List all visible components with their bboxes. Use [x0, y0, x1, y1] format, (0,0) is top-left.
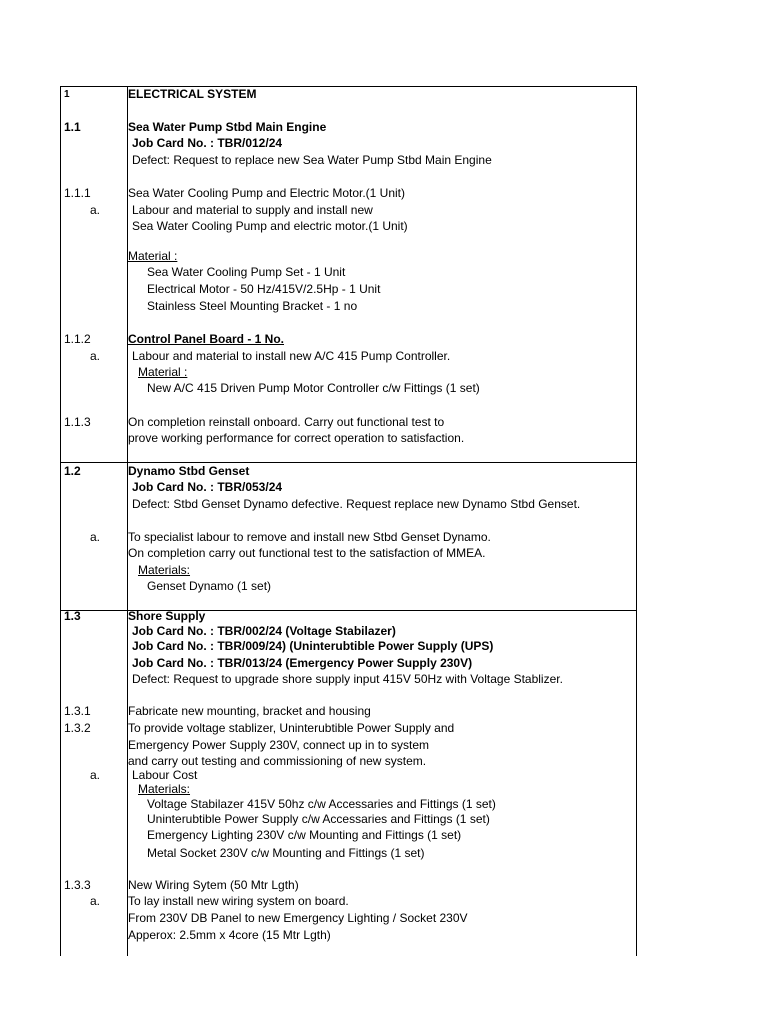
item-1-3-1-number: 1.3.1	[64, 704, 91, 718]
table-right-border	[636, 86, 637, 956]
item-1-3-number: 1.3	[64, 609, 81, 623]
table-column-divider	[127, 86, 128, 956]
item-1-1-2-title: Control Panel Board - 1 No.	[128, 332, 285, 346]
material-item: New A/C 415 Driven Pump Motor Controller c/w Fittings (1 set)	[147, 381, 480, 395]
item-1-1-3-line-2: prove working performance for correct operation to satisfaction.	[128, 431, 465, 445]
item-1-1-number: 1.1	[64, 120, 81, 134]
item-1-3-3-line-2: From 230V DB Panel to new Emergency Lighting / Socket 230V	[128, 911, 468, 925]
section-number: 1	[64, 89, 70, 100]
item-1-2-line-1: To specialist labour to remove and install new Stbd Genset Dynamo.	[128, 530, 491, 544]
material-item: Metal Socket 230V c/w Mounting and Fittings (1 set)	[147, 846, 425, 860]
item-1-3-3-number: 1.3.3	[64, 878, 91, 892]
item-1-1-1-number: 1.1.1	[64, 186, 91, 200]
item-1-2-job-card: Job Card No. : TBR/053/24	[132, 480, 283, 494]
material-item: Uninterubtible Power Supply c/w Accessaries and Fittings (1 set)	[147, 812, 490, 826]
item-1-1-2-letter: a.	[90, 349, 101, 363]
item-1-3-2-number: 1.3.2	[64, 721, 91, 735]
item-1-1-3-line-1: On completion reinstall onboard. Carry out functional test to	[128, 415, 445, 429]
item-1-2-title: Dynamo Stbd Genset	[128, 464, 250, 478]
item-1-1-2-material-label: Material :	[138, 365, 188, 379]
job-card-line: Job Card No. : TBR/009/24) (Uninterubtible Power Supply (UPS)	[132, 639, 494, 653]
item-1-2-line-2: On completion carry out functional test to the satisfaction of MMEA.	[128, 546, 486, 560]
item-1-3-2-line-1: To provide voltage stablizer, Uninterubtible Power Supply and	[128, 721, 455, 735]
item-1-2-materials-label: Materials:	[138, 563, 191, 577]
item-1-1-defect: Defect: Request to replace new Sea Water Pump Stbd Main Engine	[132, 153, 492, 167]
job-card-line: Job Card No. : TBR/002/24 (Voltage Stabilazer)	[132, 624, 396, 638]
item-1-1-1-line-2: Sea Water Cooling Pump and electric motor.(1 Unit)	[132, 219, 408, 233]
material-item: Stainless Steel Mounting Bracket - 1 no	[147, 299, 358, 313]
item-1-3-3-title: New Wiring Sytem (50 Mtr Lgth)	[128, 878, 299, 892]
item-1-3-2-letter: a.	[90, 768, 101, 782]
item-1-1-1-material-label: Material :	[128, 249, 178, 263]
item-1-1-1-title: Sea Water Cooling Pump and Electric Motor.(1 Unit)	[128, 186, 406, 200]
item-1-2-letter: a.	[90, 530, 101, 544]
item-1-3-2-materials-label: Materials:	[138, 782, 191, 796]
item-1-1-job-card: Job Card No. : TBR/012/24	[132, 136, 283, 150]
item-1-1-3-number: 1.1.3	[64, 415, 91, 429]
section-title: ELECTRICAL SYSTEM	[128, 87, 257, 101]
item-1-3-2-line-3: and carry out testing and commissioning of new system.	[128, 754, 427, 768]
material-item: Emergency Lighting 230V c/w Mounting and Fittings (1 set)	[147, 828, 462, 842]
item-1-2-defect: Defect: Stbd Genset Dynamo defective. Request replace new Dynamo Stbd Genset.	[132, 497, 581, 511]
row-divider-1-2	[60, 462, 637, 463]
material-item: Sea Water Cooling Pump Set - 1 Unit	[147, 265, 346, 279]
item-1-3-defect: Defect: Request to upgrade shore supply input 415V 50Hz with Voltage Stablizer.	[132, 672, 563, 686]
item-1-3-3-letter: a.	[90, 894, 101, 908]
item-1-1-1-line-1: Labour and material to supply and install new	[132, 203, 373, 217]
item-1-2-number: 1.2	[64, 464, 81, 478]
item-1-3-3-line-3: Apperox: 2.5mm x 4core (15 Mtr Lgth)	[128, 928, 331, 942]
item-1-3-2-line-2: Emergency Power Supply 230V, connect up in to system	[128, 738, 430, 752]
item-1-3-title: Shore Supply	[128, 609, 206, 623]
table-left-border	[60, 86, 61, 956]
item-1-3-2-labour: Labour Cost	[132, 768, 198, 782]
item-1-1-2-line-1: Labour and material to install new A/C 415 Pump Controller.	[132, 349, 451, 363]
material-item: Genset Dynamo (1 set)	[147, 579, 272, 593]
item-1-1-title: Sea Water Pump Stbd Main Engine	[128, 120, 327, 134]
material-item: Voltage Stabilazer 415V 50hz c/w Accessaries and Fittings (1 set)	[147, 797, 496, 811]
item-1-3-1-line-1: Fabricate new mounting, bracket and housing	[128, 704, 371, 718]
material-item: Electrical Motor - 50 Hz/415V/2.5Hp - 1 Unit	[147, 282, 381, 296]
item-1-1-1-letter: a.	[90, 203, 101, 217]
item-1-3-3-line-1: To lay install new wiring system on board.	[128, 894, 349, 908]
item-1-1-2-number: 1.1.2	[64, 332, 91, 346]
job-card-line: Job Card No. : TBR/013/24 (Emergency Power Supply 230V)	[132, 656, 473, 670]
